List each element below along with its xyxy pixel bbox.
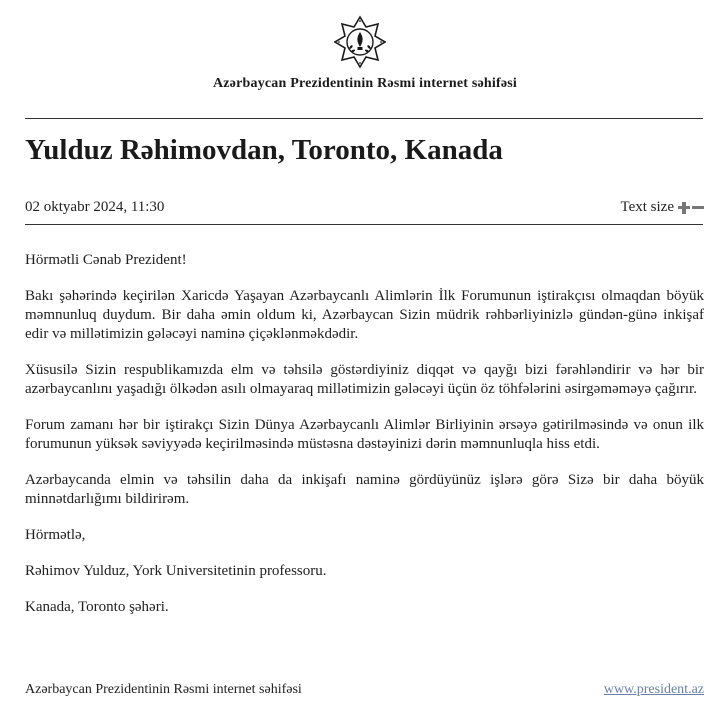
salutation: Hörmətli Cənab Prezident!	[25, 252, 187, 268]
footer-site-name: Azərbaycan Prezidentinin Rəsmi internet səhifəsi	[25, 682, 302, 697]
paragraph: Forum zamanı hər bir iştirakçı Sizin Dünya Azərbaycanlı Alimlər Birliyinin ərsəyə gətirilməsində və onun ilk forumunun yüksək səviyyədə keçirilməsində müstəsna dəstəyinizi dərin məmnunluqla hiss etdi.	[25, 417, 704, 452]
increase-text-size-icon[interactable]	[678, 202, 690, 214]
footer-website-link[interactable]: www.president.az	[603, 682, 704, 697]
text-size-control	[620, 199, 704, 216]
paragraph: Azərbaycanda elmin və təhsilin daha da inkişafı naminə gördüyünüz işlərə görə Sizə bir daha böyük minnətdarlığımı bildirirəm.	[25, 472, 704, 507]
page-title: Yulduz Rəhimovdan, Toronto, Kanada	[25, 134, 503, 166]
location: Kanada, Toronto şəhəri.	[25, 599, 169, 615]
azerbaijan-state-emblem-icon	[334, 14, 386, 70]
publish-date: 02 oktyabr 2024, 11:30	[25, 199, 165, 215]
paragraph: Xüsusilə Sizin respublikamızda elm və təhsilə göstərdiyiniz diqqət və qayğı bizi fərəhləndirir və hər bir azərbaycanlını yaşadığı ölkədən asılı olmayaraq millətimizin gələcəyi üçün öz töhfələrini əsirgəməməyə çağırır.	[25, 362, 704, 397]
letter-body	[25, 251, 704, 634]
decrease-text-size-icon[interactable]	[692, 202, 704, 214]
paragraph: Bakı şəhərində keçirilən Xaricdə Yaşayan Azərbaycanlı Alimlərin İlk Forumunun iştirakçısı olmaqdan böyük məmnunluq duydum. Bir daha əmin oldum ki, Azərbaycan Sizin müdrik rəhbərliyinizlə gündən-günə inkişaf edir və millətimizin gələcəyi naminə çiçəklənməkdədir.	[25, 288, 704, 342]
text-size-label: Text size	[620, 199, 674, 215]
site-title: Azərbaycan Prezidentinin Rəsmi internet səhifəsi	[212, 76, 518, 91]
site-header	[0, 14, 720, 92]
title-divider	[25, 224, 703, 225]
closing: Hörmətlə,	[25, 527, 86, 543]
header-divider	[25, 118, 703, 119]
signature: Rəhimov Yulduz, York Universitetinin professoru.	[25, 563, 327, 579]
